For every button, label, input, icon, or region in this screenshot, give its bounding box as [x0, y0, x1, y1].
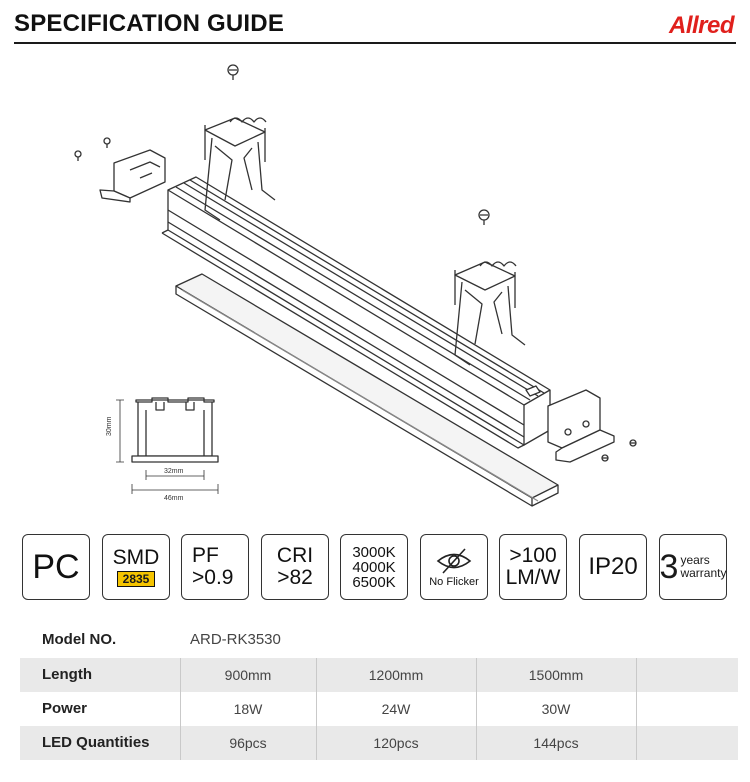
badge-pf-line1: PF: [192, 544, 219, 567]
column-divider: [476, 658, 477, 760]
badge-pf-line2: >0.9: [192, 566, 234, 589]
screw-icon: [602, 455, 608, 461]
screw-icon: [228, 65, 238, 80]
badge-warranty: [659, 534, 727, 600]
table-row: [20, 658, 738, 692]
badge-cct-2: 4000K: [352, 558, 396, 576]
badge-cri: [261, 534, 329, 600]
badge-smd: [102, 534, 170, 600]
column-divider: [180, 658, 181, 760]
brand-logo: Allred: [668, 12, 734, 39]
feature-badges: [22, 534, 737, 602]
table-cell: 1500mm: [528, 667, 584, 683]
badge-cct: [340, 534, 408, 600]
dim-inner-label: 32mm: [164, 468, 184, 475]
dim-outer-label: 46mm: [164, 495, 184, 502]
badge-warranty-line2: warranty: [680, 566, 727, 580]
badge-material: [22, 534, 90, 600]
badge-cri-line2: >82: [277, 566, 313, 589]
page-title: SPECIFICATION GUIDE: [14, 10, 285, 37]
badge-cct-3: 6500K: [352, 573, 396, 591]
badge-efficacy: [499, 534, 567, 600]
badge-efficacy-line2: LM/W: [505, 566, 561, 589]
column-divider: [636, 658, 637, 760]
product-exploded-drawing: [0, 50, 750, 510]
table-cell: 900mm: [224, 667, 272, 683]
table-cell: 144pcs: [533, 735, 579, 751]
badge-ip: [579, 534, 647, 600]
screw-icon: [75, 151, 81, 161]
badge-material-text: PC: [32, 548, 80, 586]
badge-ip-text: IP20: [588, 553, 638, 580]
row-label: Power: [42, 700, 88, 717]
table-cell: 18W: [233, 701, 263, 717]
table-cell: 96pcs: [229, 735, 267, 751]
badge-cri-line1: CRI: [276, 544, 314, 567]
end-cap-left: [100, 150, 165, 202]
badge-warranty-line1: years: [680, 553, 710, 567]
badge-smd-chip: 2835: [117, 571, 156, 587]
screw-icon: [630, 440, 636, 446]
row-label: LED Quantities: [42, 734, 150, 751]
model-row: [20, 620, 738, 658]
badge-warranty-number: 3: [659, 548, 679, 586]
table-row: [20, 692, 738, 726]
badge-smd-label: SMD: [112, 546, 160, 569]
table-cell: 30W: [541, 701, 571, 717]
profile-cross-section: [116, 398, 218, 494]
header-divider: [14, 42, 736, 44]
dim-height-label: 30mm: [106, 416, 113, 436]
badge-flicker-text: No Flicker: [429, 576, 479, 588]
end-cap-right: [548, 390, 614, 462]
model-label: Model NO.: [42, 631, 117, 648]
badge-cct-1: 3000K: [352, 543, 396, 561]
badge-flicker: [420, 534, 488, 600]
table-cell: 1200mm: [368, 667, 424, 683]
column-divider: [316, 658, 317, 760]
model-value: ARD-RK3530: [190, 631, 281, 648]
screw-icon: [104, 138, 110, 148]
table-row: [20, 726, 738, 760]
table-cell: 24W: [381, 701, 411, 717]
screw-icon: [479, 210, 489, 225]
row-label: Length: [42, 666, 92, 683]
table-cell: 120pcs: [373, 735, 419, 751]
no-flicker-eye-icon: [434, 546, 474, 576]
badge-pf: [181, 534, 249, 600]
badge-efficacy-line1: >100: [509, 544, 557, 567]
